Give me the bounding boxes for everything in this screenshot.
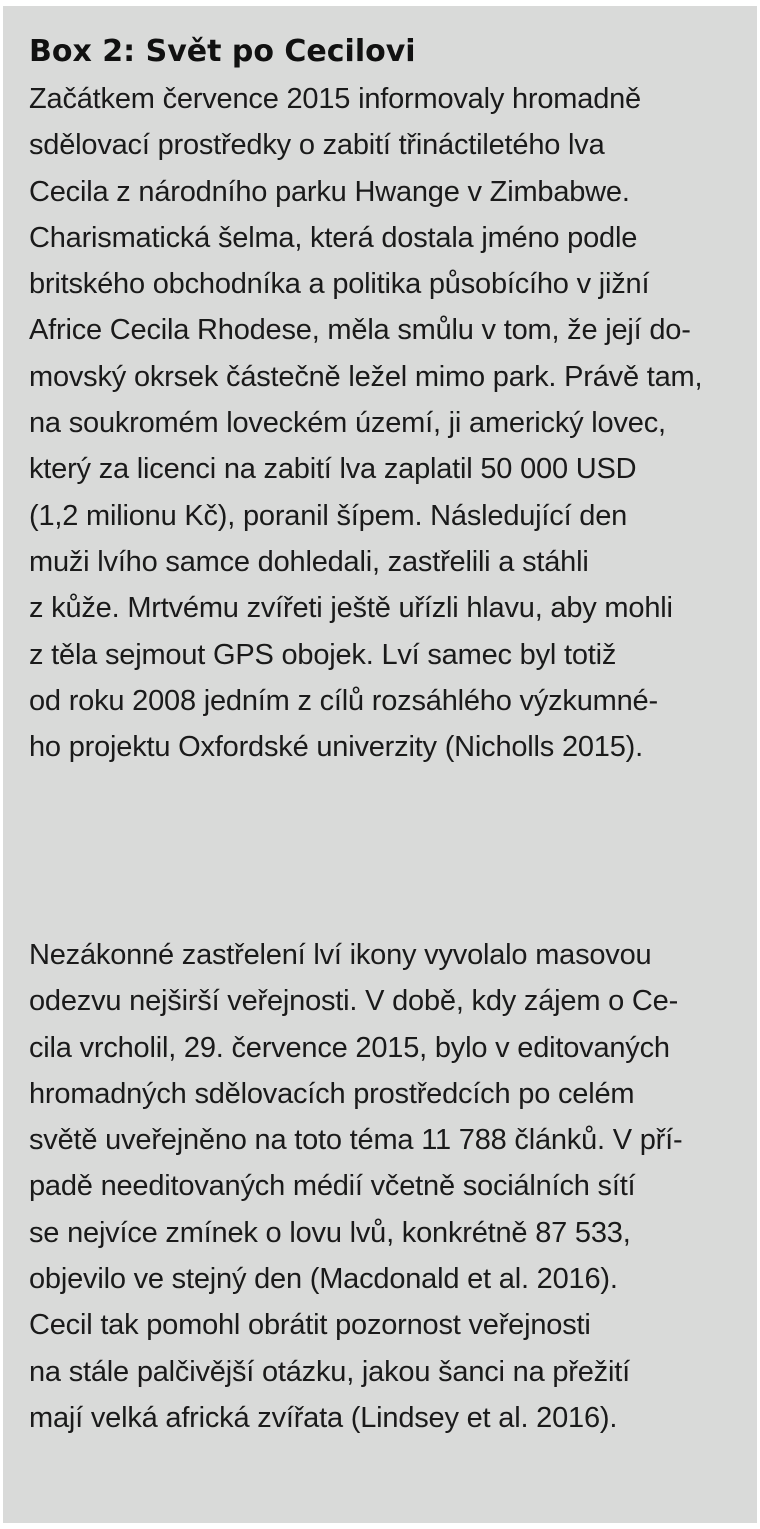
text-line: mají velká africká zvířata (Lindsey et al. 2016). [29, 1401, 618, 1434]
text-box [3, 6, 757, 1523]
text-line: Cecil tak pomohl obrátit pozornost veřejnosti [29, 1309, 591, 1342]
text-line: ho projektu Oxfordské univerzity (Nicholls 2015). [29, 731, 643, 764]
text-line: se nejvíce zmínek o lovu lvů, konkrétně 87 533, [29, 1216, 631, 1249]
text-line: movský okrsek částečně ležel mimo park. Právě tam, [29, 360, 703, 393]
text-line: na soukromém loveckém území, ji americký lovec, [29, 407, 666, 440]
text-line: padě needitovaných médií včetně sociálních sítí [29, 1170, 636, 1203]
box-title: Box 2: Svět po Cecilovi [29, 34, 416, 69]
text-line: z kůže. Mrtvému zvířeti ještě uřízli hlavu, aby mohli [29, 592, 673, 625]
text-line: Začátkem července 2015 informovaly hromadně [29, 83, 641, 115]
text-line: na stále palčivější otázku, jakou šanci na přežití [29, 1355, 630, 1388]
text-line: z těla sejmout GPS obojek. Lví samec byl totiž [29, 638, 617, 671]
paragraph-2 [29, 932, 682, 1441]
text-line: od roku 2008 jedním z cílů rozsáhlého výzkumné- [29, 684, 658, 717]
text-line: objevilo ve stejný den (Macdonald et al. 2016). [29, 1263, 618, 1296]
text-line: muži lvího samce dohledali, zastřelili a stáhli [29, 545, 589, 578]
text-line: Africe Cecila Rhodese, měla smůlu v tom, že její do- [29, 314, 691, 347]
paragraph-1 [29, 76, 702, 770]
text-line: hromadných sdělovacích prostředcích po celém [29, 1077, 635, 1110]
text-line: Charismatická šelma, která dostala jméno podle [29, 221, 638, 254]
text-line: Nezákonné zastřelení lví ikony vyvolalo masovou [29, 939, 652, 971]
text-line: který za licenci na zabití lva zaplatil 50 000 USD [29, 453, 637, 486]
text-line: (1,2 milionu Kč), poranil šípem. Následující den [29, 499, 628, 532]
text-line: Cecila z národního parku Hwange v Zimbabwe. [29, 175, 630, 208]
text-line: sdělovací prostředky o zabití třináctiletého lva [29, 129, 605, 162]
text-line: britského obchodníka a politika působícího v jižní [29, 268, 650, 301]
text-line: cila vrcholil, 29. července 2015, bylo v editovaných [29, 1031, 670, 1064]
text-line: odezvu nejširší veřejnosti. V době, kdy zájem o Ce- [29, 985, 679, 1018]
text-line: světě uveřejněno na toto téma 11 788 článků. V pří- [29, 1124, 683, 1157]
